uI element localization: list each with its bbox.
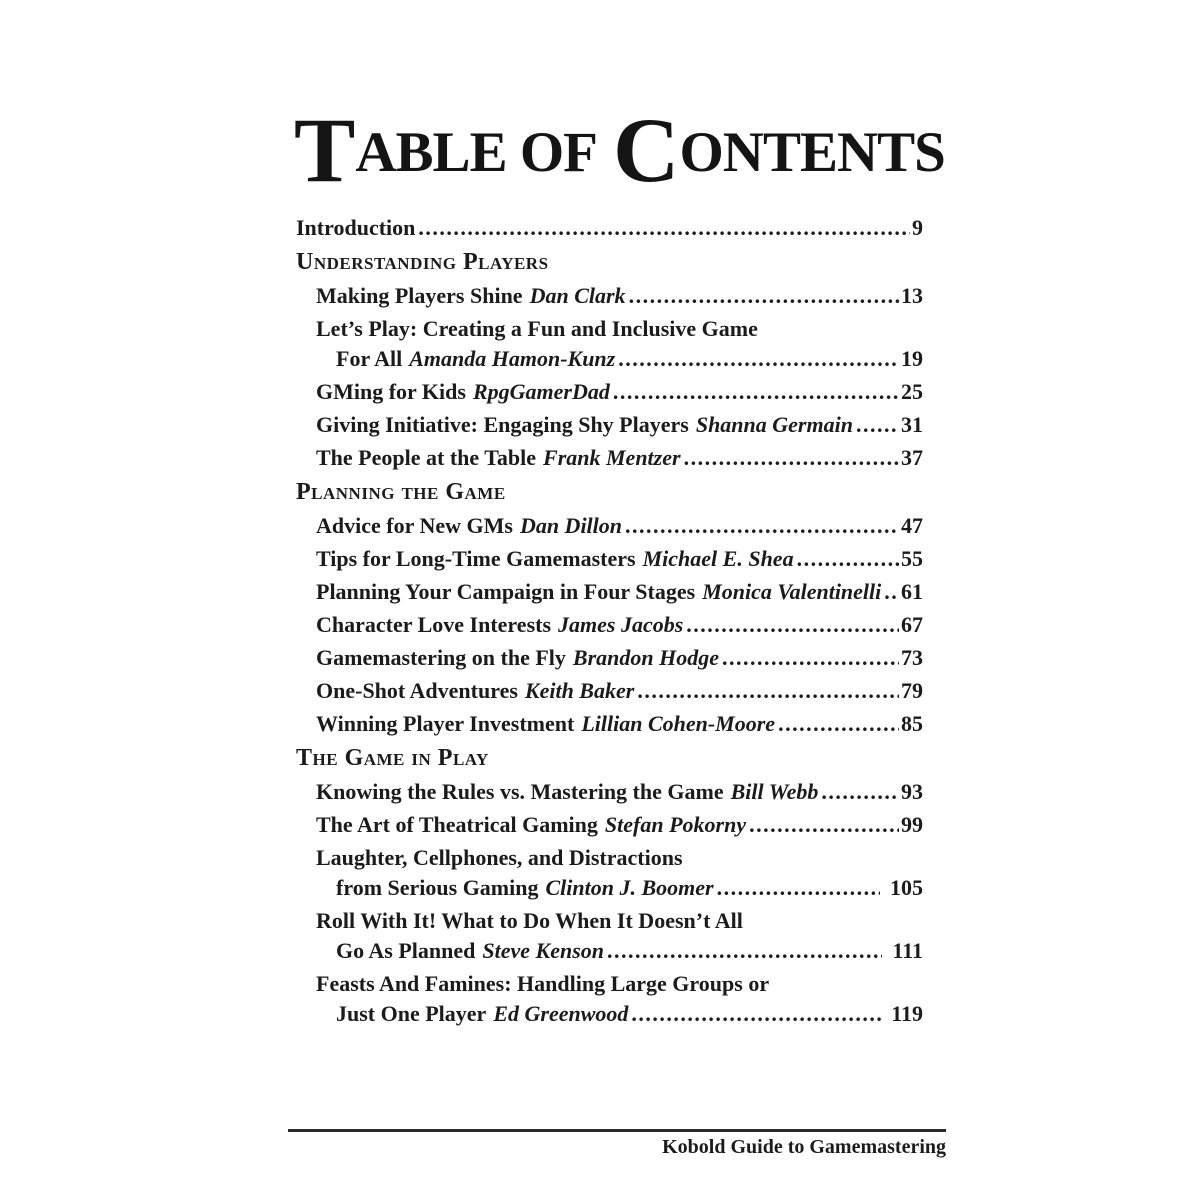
dot-leader (629, 284, 899, 307)
dot-leader (618, 347, 899, 370)
toc-entry (296, 446, 923, 469)
entry-page-number: 111 (892, 938, 923, 963)
entry-title: Gamemastering on the Fly (316, 645, 566, 670)
toc-entry (296, 284, 923, 307)
entry-author: Michael E. Shea (642, 546, 794, 571)
entry-title: One-Shot Adventures (316, 678, 518, 703)
dot-leader (778, 712, 899, 735)
entry-title-line1: Laughter, Cellphones, and Distractions (316, 845, 683, 870)
title-text-able-of: ABLE OF (355, 121, 597, 185)
entry-page-number: 9 (912, 215, 923, 240)
dot-leader (418, 216, 910, 239)
entry-title: Knowing the Rules vs. Mastering the Game (316, 779, 724, 804)
page-title (294, 86, 945, 207)
entry-page-number: 79 (901, 678, 923, 703)
toc-entry (296, 780, 923, 803)
title-dropcap-c: C (613, 99, 680, 202)
entry-author: Frank Mentzer (543, 445, 681, 470)
toc-entry-introduction (296, 216, 923, 239)
toc-entry (296, 413, 923, 436)
entry-title: The Art of Theatrical Gaming (316, 812, 598, 837)
toc-entry (296, 613, 923, 636)
entry-page-number: 73 (901, 645, 923, 670)
entry-author: James Jacobs (558, 612, 684, 637)
dot-leader (607, 939, 882, 962)
entry-author: Amanda Hamon-Kunz (409, 346, 616, 371)
entry-title-line1: Let’s Play: Creating a Fun and Inclusive Game (316, 316, 758, 341)
dot-leader (613, 380, 899, 403)
toc-entry (296, 646, 923, 669)
entry-page-number: 47 (901, 513, 923, 538)
toc-entry-continuation (296, 347, 923, 370)
title-dropcap-t: T (294, 99, 356, 202)
entry-author: Brandon Hodge (572, 645, 719, 670)
toc-entry (296, 547, 923, 570)
dot-leader (856, 413, 899, 436)
toc-entry-continuation (296, 939, 923, 962)
entry-title: Winning Player Investment (316, 711, 575, 736)
footer-book-title: Kobold Guide to Gamemastering (662, 1136, 946, 1158)
entry-title: Tips for Long-Time Gamemasters (316, 546, 636, 571)
entry-title: Introduction (296, 215, 416, 240)
entry-author: Steve Kenson (482, 938, 604, 963)
entry-title-line2: from Serious Gaming (336, 875, 539, 900)
dot-leader (884, 580, 899, 603)
entry-author: Dan Clark (529, 283, 626, 308)
entry-page-number: 37 (901, 445, 923, 470)
entry-author: Lillian Cohen-Moore (581, 711, 776, 736)
dot-leader (686, 613, 899, 636)
entry-title-line1: Feasts And Famines: Handling Large Groups or (316, 971, 770, 996)
entry-title-line2: Go As Planned (336, 938, 476, 963)
entry-title: Making Players Shine (316, 283, 523, 308)
section-heading-the-game-in-play: The Game in Play (296, 745, 489, 771)
dot-leader (722, 646, 899, 669)
dot-leader (625, 514, 899, 537)
dot-leader (821, 780, 899, 803)
entry-page-number: 93 (901, 779, 923, 804)
entry-title: Advice for New GMs (316, 513, 513, 538)
entry-title-line1: Roll With It! What to Do When It Doesn’t All (316, 908, 743, 933)
entry-page-number: 31 (901, 412, 923, 437)
entry-title-line2: Just One Player (336, 1001, 487, 1026)
toc-entry (296, 380, 923, 403)
entry-author: Ed Greenwood (493, 1001, 629, 1026)
entry-title: Planning Your Campaign in Four Stages (316, 579, 696, 604)
entry-page-number: 19 (901, 346, 923, 371)
section-heading-understanding-players: Understanding Players (296, 249, 549, 275)
entry-page-number: 99 (901, 812, 923, 837)
entry-author: Monica Valentinelli (702, 579, 882, 604)
entry-page-number: 55 (901, 546, 923, 571)
dot-leader (684, 446, 899, 469)
dot-leader (717, 876, 880, 899)
title-text-ontents: ONTENTS (679, 121, 945, 185)
table-of-contents (296, 216, 923, 1035)
toc-entry (296, 813, 923, 836)
dot-leader (637, 679, 899, 702)
entry-author: Keith Baker (524, 678, 635, 703)
dot-leader (749, 813, 899, 836)
section-heading-planning-the-game: Planning the Game (296, 479, 506, 505)
footer-rule (288, 1129, 946, 1132)
toc-entry (296, 679, 923, 702)
entry-title: GMing for Kids (316, 379, 466, 404)
entry-author: RpgGamerDad (472, 379, 610, 404)
entry-title: The People at the Table (316, 445, 537, 470)
entry-title-line2: For All (336, 346, 403, 371)
entry-author: Bill Webb (730, 779, 819, 804)
entry-author: Stefan Pokorny (604, 812, 747, 837)
toc-entry (296, 712, 923, 735)
dot-leader (797, 547, 899, 570)
entry-title: Giving Initiative: Engaging Shy Players (316, 412, 689, 437)
toc-entry (296, 580, 923, 603)
entry-page-number: 25 (901, 379, 923, 404)
entry-title: Character Love Interests (316, 612, 552, 637)
entry-page-number: 13 (901, 283, 923, 308)
entry-page-number: 105 (890, 875, 923, 900)
toc-entry-continuation (296, 1002, 923, 1025)
entry-page-number: 61 (901, 579, 923, 604)
entry-page-number: 67 (901, 612, 923, 637)
dot-leader (631, 1002, 881, 1025)
toc-entry (296, 514, 923, 537)
entry-page-number: 85 (901, 711, 923, 736)
entry-author: Dan Dillon (519, 513, 623, 538)
entry-author: Clinton J. Boomer (545, 875, 714, 900)
toc-entry-continuation (296, 876, 923, 899)
entry-page-number: 119 (891, 1001, 923, 1026)
entry-author: Shanna Germain (695, 412, 853, 437)
